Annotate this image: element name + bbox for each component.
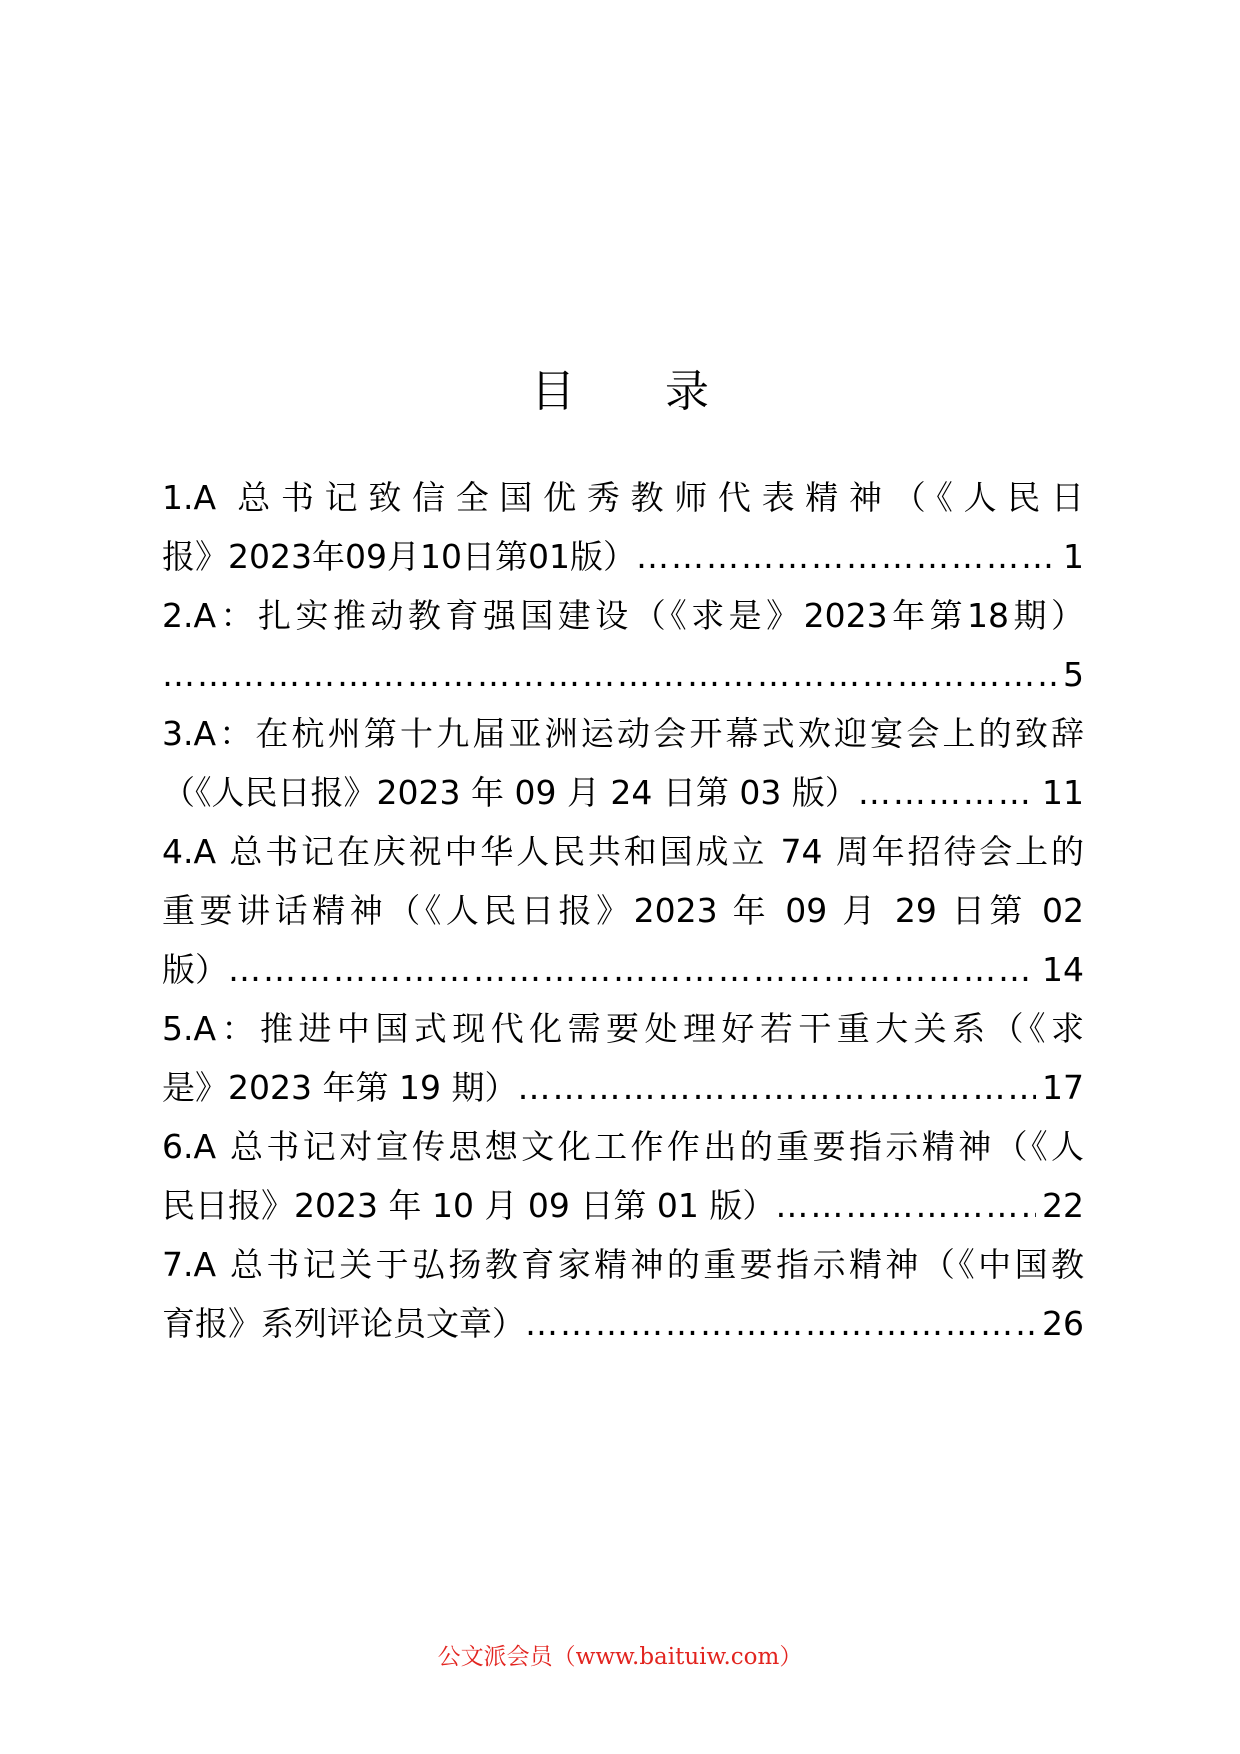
- toc-entry-4-line-3[interactable]: [162, 940, 1084, 999]
- page-title: 目 录: [531, 366, 747, 417]
- toc-entry-4-title-cont: 重要讲话精神（《人民日报》2023 年 09 月 29 日第 02: [162, 891, 1084, 930]
- toc-entry-1-title: 1.A 总书记致信全国优秀教师代表精神（《人民日: [162, 478, 1084, 517]
- toc-entry-1-line-1[interactable]: [162, 468, 1084, 527]
- toc-entry-6-title: 6.A 总书记对宣传思想文化工作作出的重要指示精神（《人: [162, 1127, 1084, 1166]
- toc-entry-4-page: 14: [1042, 950, 1084, 989]
- toc-entry-5-leader: [517, 1058, 1036, 1117]
- toc-entry-3-page: 11: [1042, 773, 1084, 812]
- toc-entry-2-line-1[interactable]: [162, 586, 1084, 645]
- toc-entry-5-line-2[interactable]: [162, 1058, 1084, 1117]
- toc-entry-2-leader: [162, 645, 1057, 704]
- toc-entry-3-line-1[interactable]: [162, 704, 1084, 763]
- toc-entry-7-source: 育报》系列评论员文章）: [162, 1304, 525, 1343]
- toc-entry-4-source: 版）: [162, 950, 228, 989]
- footer-watermark[interactable]: 公文派会员（www.baituiw.com）: [437, 1644, 803, 1670]
- toc-entry-5-source: 是》2023 年第 19 期）: [162, 1068, 518, 1107]
- toc-entry-2-line-2[interactable]: [162, 645, 1084, 704]
- toc-entry-7-line-2[interactable]: [162, 1294, 1084, 1353]
- toc-entry-6-source: 民日报》2023 年 10 月 09 日第 01 版）: [162, 1186, 776, 1225]
- toc-entry-5-page: 17: [1042, 1068, 1084, 1107]
- toc-entry-1-leader: [636, 527, 1057, 586]
- toc-entry-7-page: 26: [1042, 1304, 1084, 1343]
- toc-entry-6-line-1[interactable]: [162, 1117, 1084, 1176]
- toc-entry-4-line-1[interactable]: [162, 822, 1084, 881]
- toc-entry-3-line-2[interactable]: [162, 763, 1084, 822]
- toc-entry-5-title: 5.A：推进中国式现代化需要处理好若干重大关系（《求: [162, 1009, 1084, 1048]
- toc-entry-4-leader: [228, 940, 1036, 999]
- toc-entry-6-line-2[interactable]: [162, 1176, 1084, 1235]
- toc-entry-1-line-2[interactable]: [162, 527, 1084, 586]
- toc-entry-3-title: 3.A：在杭州第十九届亚洲运动会开幕式欢迎宴会上的致辞: [162, 714, 1084, 753]
- toc-entry-1-page: 1: [1063, 537, 1084, 576]
- toc-entry-2-title: 2.A：扎实推动教育强国建设（《求是》2023年第18期）: [162, 596, 1084, 635]
- toc-entry-2-page: 5: [1063, 655, 1084, 694]
- toc-entry-6-page: 22: [1042, 1186, 1084, 1225]
- toc-entry-6-leader: [775, 1176, 1036, 1235]
- toc-entry-1-source: 报》2023年09月10日第01版）: [162, 537, 636, 576]
- toc-entry-4-title: 4.A 总书记在庆祝中华人民共和国成立 74 周年招待会上的: [162, 832, 1084, 871]
- toc-entry-3-source: （《人民日报》2023 年 09 月 24 日第 03 版）: [162, 773, 858, 812]
- toc-entry-5-line-1[interactable]: [162, 999, 1084, 1058]
- toc-entry-7-leader: [525, 1294, 1036, 1353]
- toc-entry-4-line-2[interactable]: [162, 881, 1084, 940]
- toc-entry-7-line-1[interactable]: [162, 1235, 1084, 1294]
- table-of-contents: [162, 468, 1084, 1353]
- toc-entry-7-title: 7.A 总书记关于弘扬教育家精神的重要指示精神（《中国教: [162, 1245, 1084, 1284]
- toc-entry-3-leader: [858, 763, 1036, 822]
